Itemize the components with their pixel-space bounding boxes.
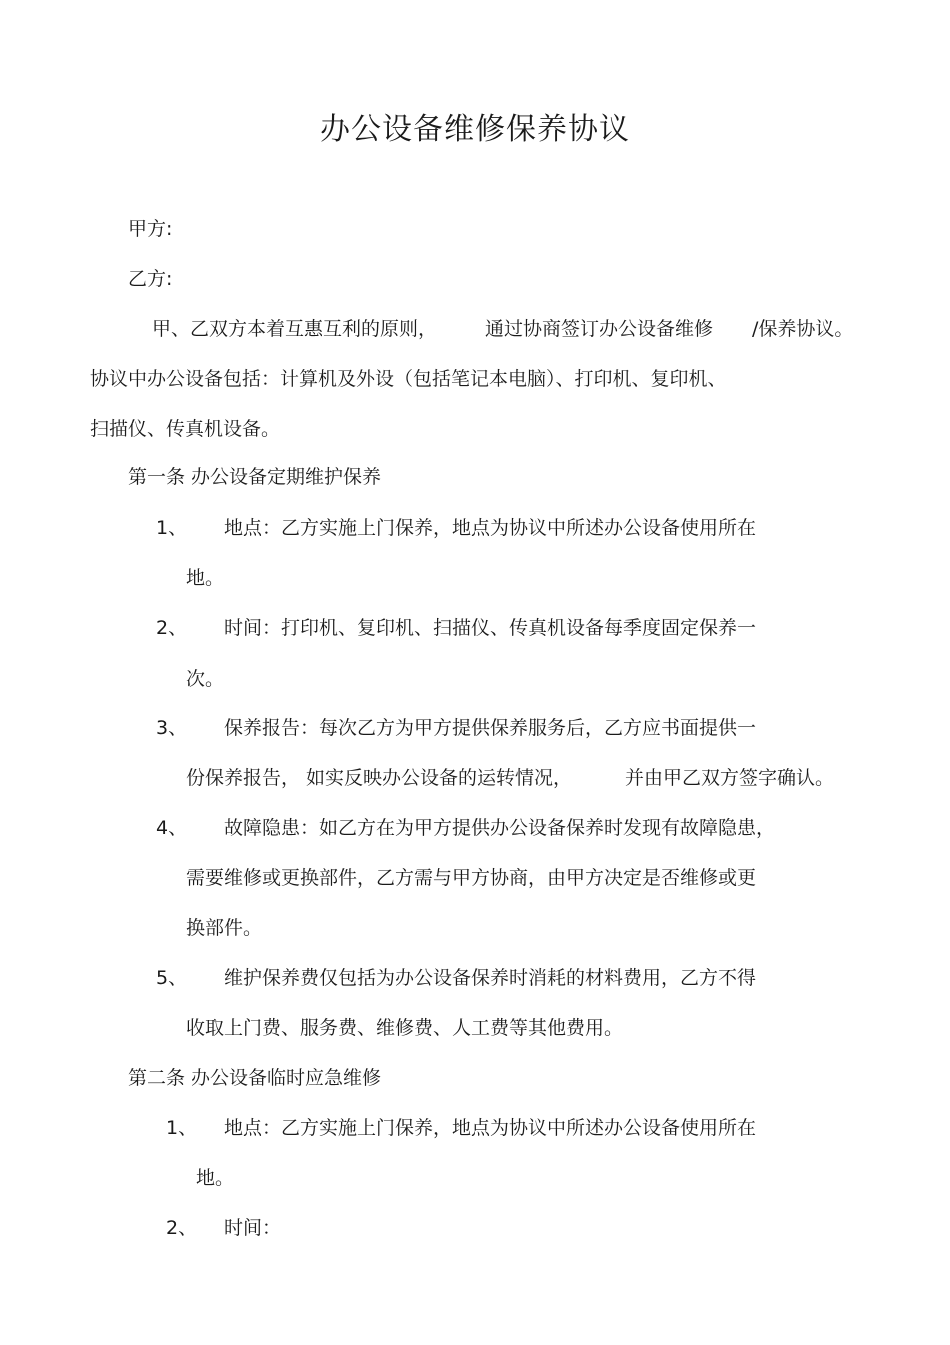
intro-line-3: 扫描仪、传真机设备。: [90, 418, 281, 440]
article-1-item-3-line-1: 保养报告：每次乙方为甲方提供保养服务后，乙方应书面提供一: [224, 717, 757, 739]
article-1-item-2-line-2: 次。: [186, 668, 225, 690]
article-1-item-5-number: 5、: [156, 967, 188, 989]
article-1-item-4-line-2: 需要维修或更换部件，乙方需与甲方协商，由甲方决定是否维修或更: [186, 867, 757, 889]
article-2-item-1-line-1: 地点：乙方实施上门保养，地点为协议中所述办公设备使用所在: [224, 1117, 757, 1139]
article-1-item-1-line-2: 地。: [186, 567, 225, 589]
article-1-item-4-line-3: 换部件。: [186, 917, 263, 939]
article-1-item-1-number: 1、: [156, 517, 188, 539]
article-1-item-3-line-2b: 并由甲乙双方签字确认。: [625, 767, 835, 789]
party-a-label: 甲方:: [128, 218, 173, 240]
article-2-item-2-line-1: 时间：: [224, 1217, 282, 1239]
article-1-item-4-line-1: 故障隐患：如乙方在为甲方提供办公设备保养时发现有故障隐患，: [224, 817, 776, 839]
article-2-item-1-number: 1、: [166, 1117, 198, 1139]
article-1-item-2-number: 2、: [156, 617, 188, 639]
article-1-item-2-line-1: 时间：打印机、复印机、扫描仪、传真机设备每季度固定保养一: [224, 617, 757, 639]
party-b-label: 乙方:: [128, 268, 173, 290]
article-1-heading: 第一条 办公设备定期维护保养: [128, 466, 382, 488]
article-1-item-4-number: 4、: [156, 817, 188, 839]
article-1-item-3-line-2a: 份保养报告， 如实反映办公设备的运转情况，: [186, 767, 573, 789]
article-1-item-5-line-1: 维护保养费仅包括为办公设备保养时消耗的材料费用，乙方不得: [224, 967, 757, 989]
document-title: 办公设备维修保养协议: [320, 112, 630, 147]
article-1-item-5-line-2: 收取上门费、服务费、维修费、人工费等其他费用。: [186, 1017, 624, 1039]
intro-line-1a: 甲、乙双方本着互惠互利的原则，: [152, 318, 438, 340]
intro-line-1b: 通过协商签订办公设备维修: [485, 318, 714, 340]
article-2-item-2-number: 2、: [166, 1217, 198, 1239]
article-1-item-1-line-1: 地点：乙方实施上门保养，地点为协议中所述办公设备使用所在: [224, 517, 757, 539]
article-1-item-3-number: 3、: [156, 717, 188, 739]
article-2-heading: 第二条 办公设备临时应急维修: [128, 1067, 382, 1089]
intro-line-1c: /保养协议。: [752, 318, 854, 340]
article-2-item-1-line-2: 地。: [196, 1167, 235, 1189]
intro-line-2: 协议中办公设备包括：计算机及外设（包括笔记本电脑）、打印机、复印机、: [90, 368, 727, 390]
